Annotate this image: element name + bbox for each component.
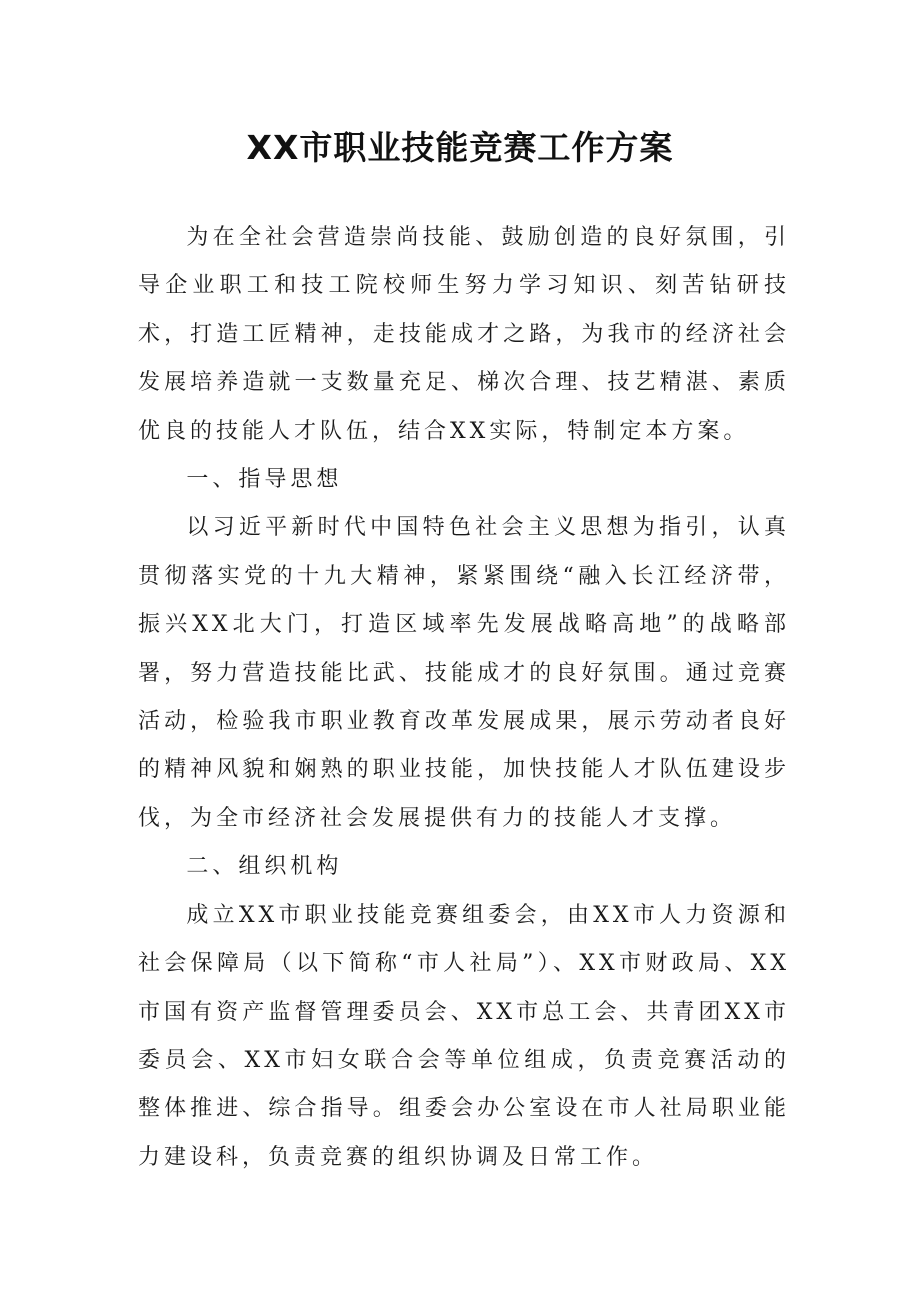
intro-paragraph: 为在全社会营造崇尚技能、鼓励创造的良好氛围，引导企业职工和技工院校师生努力学习知识、刻苦钻研技术，打造工匠精神，走技能成才之路，为我市的经济社会发展培养造就一支数量充足、梯次合理、技艺精湛、素质优良的技能人才队伍，结合XX实际，特制定本方案。 [138,225,790,444]
section-heading-organization: 二、组织机构 [186,854,343,880]
document-body [138,214,790,1182]
organization-paragraph: 成立XX市职业技能竞赛组委会，由XX市人力资源和社会保障局（以下简称“市人社局”）、XX市财政局、XX市国有资产监督管理委员会、XX市总工会、共青团XX市委员会、XX市妇女联合会等单位组成，负责竞赛活动的整体推进、综合指导。组委会办公室设在市人社局职业能力建设科，负责竞赛的组织协调及日常工作。 [138,902,790,1170]
guiding-ideology-paragraph: 以习近平新时代中国特色社会主义思想为指引，认真贯彻落实党的十九大精神，紧紧围绕“融入长江经济带，振兴XX北大门，打造区域率先发展战略高地”的战略部署，努力营造技能比武、技能成才的良好氛围。通过竞赛活动，检验我市职业教育改革发展成果，展示劳动者良好的精神风貌和娴熟的职业技能，加快技能人才队伍建设步伐，为全市经济社会发展提供有力的技能人才支撑。 [138,515,790,831]
section-heading-guiding-ideology: 一、指导思想 [186,467,343,493]
document-title: XX市职业技能竞赛工作方案 [246,128,674,167]
